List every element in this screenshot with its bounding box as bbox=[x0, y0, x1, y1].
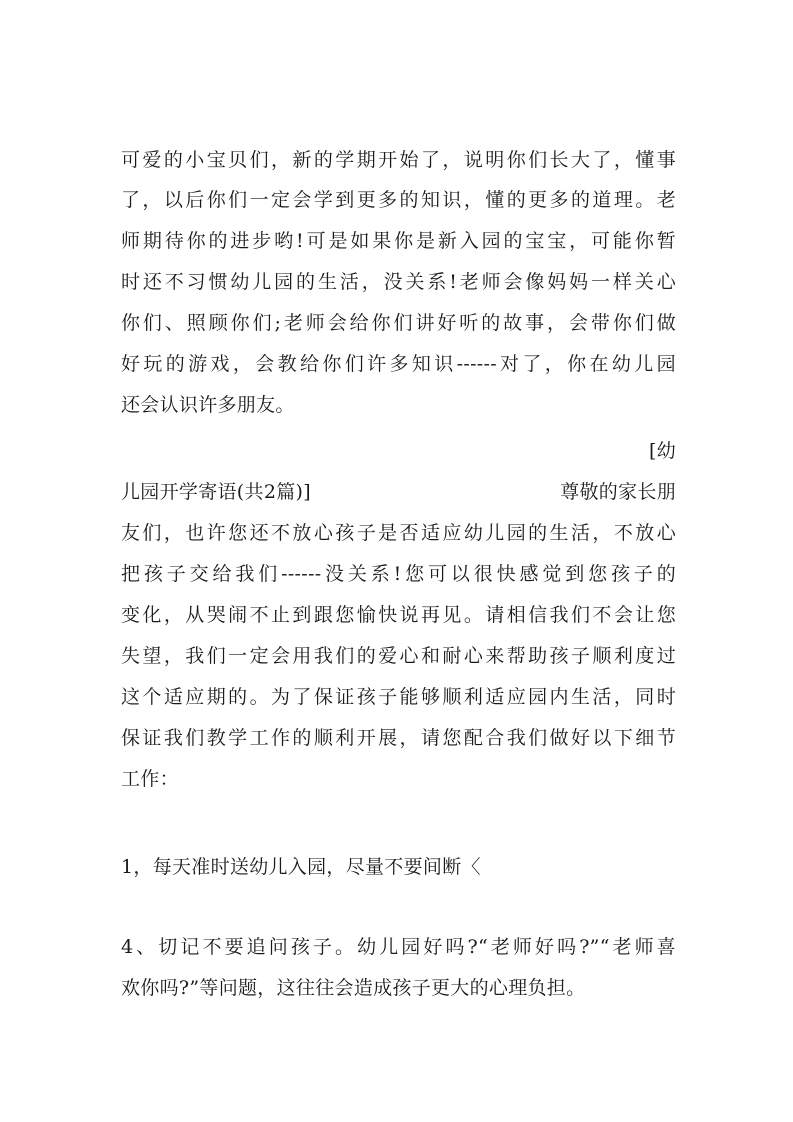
heading-title: 儿园开学寄语(共2篇)] bbox=[121, 481, 311, 503]
paragraph2-line-6: 保证我们教学工作的顺利开展，请您配合我们做好以下细节 bbox=[121, 727, 676, 749]
list-item-4-line-1: 4、切记不要追问孩子。幼儿园好吗?“老师好吗?”“老师喜 bbox=[121, 936, 676, 958]
list-item-4-line-2: 欢你吗?”等问题，这往往会造成孩子更大的心理负担。 bbox=[121, 977, 586, 999]
paragraph1-line-5: 你们、照顾你们;老师会给你们讲好听的故事，会带你们做 bbox=[121, 312, 676, 334]
paragraph2-line-5: 这个适应期的。为了保证孩子能够顺利适应园内生活，同时 bbox=[121, 686, 676, 708]
paragraph2-line-1: 友们，也许您还不放心孩子是否适应幼儿园的生活，不放心 bbox=[121, 522, 676, 544]
paragraph1-line-1: 可爱的小宝贝们，新的学期开始了，说明你们长大了，懂事 bbox=[121, 149, 676, 171]
paragraph1-line-2: 了，以后你们一定会学到更多的知识，懂的更多的道理。老 bbox=[121, 189, 676, 211]
list-item-1: 1，每天准时送幼儿入园，尽量不要间断〈 bbox=[121, 856, 481, 878]
heading-line bbox=[121, 480, 676, 504]
paragraph2-line-2: 把孩子交给我们------没关系!您可以很快感觉到您孩子的 bbox=[121, 563, 676, 585]
paragraph1-line-6: 好玩的游戏，会教给你们许多知识------对了，你在幼儿园 bbox=[121, 353, 676, 375]
paragraph1-line-3: 师期待你的进步哟!可是如果你是新入园的宝宝，可能你暂 bbox=[121, 230, 676, 252]
paragraph2-line-7: 工作： bbox=[121, 768, 179, 790]
paragraph1-line-7: 还会认识许多朋友。 bbox=[121, 394, 295, 416]
paragraph2-line-4: 失望，我们一定会用我们的爱心和耐心来帮助孩子顺利度过 bbox=[121, 645, 676, 667]
paragraph2-line-3: 变化，从哭闹不止到跟您愉快说再见。请相信我们不会让您 bbox=[121, 604, 676, 626]
heading-fragment: [幼 bbox=[648, 440, 676, 462]
paragraph2-opening: 尊敬的家长朋 bbox=[560, 481, 676, 503]
paragraph1-line-4: 时还不习惯幼儿园的生活，没关系!老师会像妈妈一样关心 bbox=[121, 271, 676, 293]
